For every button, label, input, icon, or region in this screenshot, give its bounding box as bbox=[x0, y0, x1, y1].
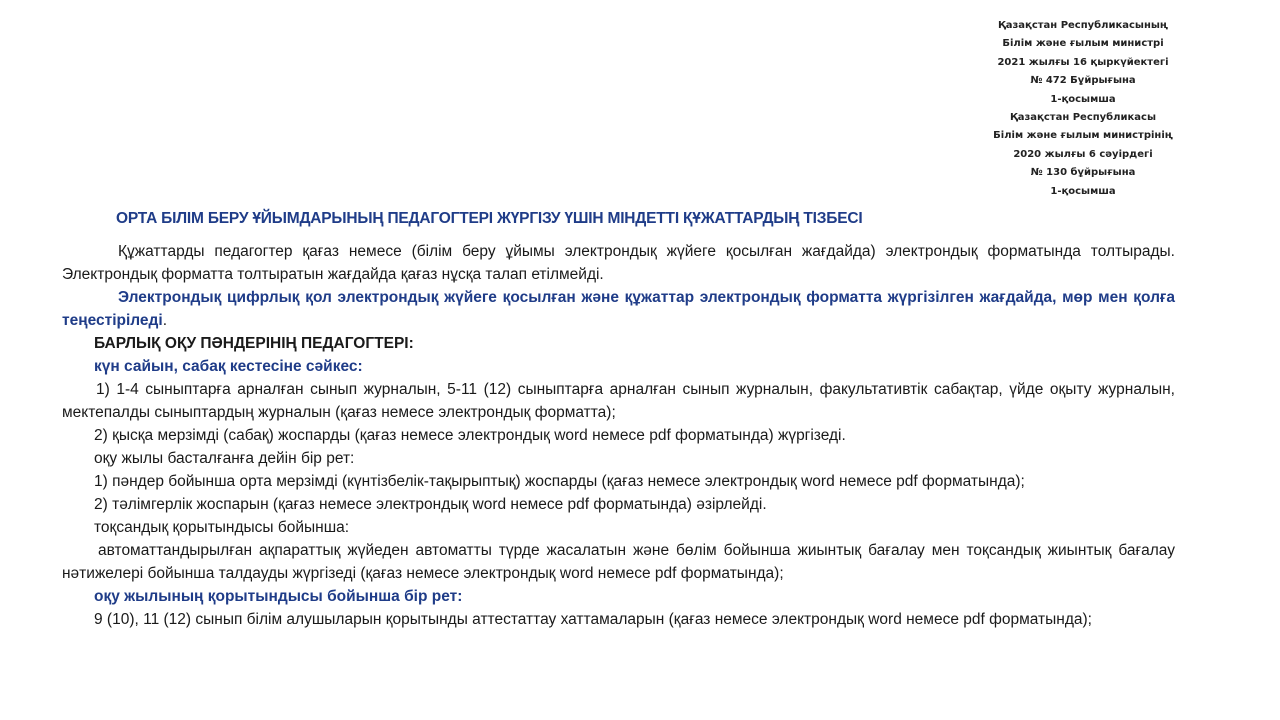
quarter-paragraph: автоматтандырылған ақпараттық жүйеден автоматты түрде жасалатын және бөлім бойынша жиынтық бағалау мен тоқсандық жиынтық бағалау нәтижелері бойынша талдауды жүргізеді (қағаз немесе электрондық word немесе pdf форматында); bbox=[62, 542, 1175, 582]
all-teachers-heading: БАРЛЫҚ ОҚУ ПӘНДЕРІНІҢ ПЕДАГОГТЕРІ: bbox=[94, 335, 414, 352]
approval-header bbox=[968, 17, 1198, 201]
intro-paragraph: Құжаттарды педагогтер қағаз немесе (білім беру ұйымы электрондық жүйеге қосылған жағдайда) электрондық форматында толтырады. Электрондық форматта толтыратын жағдайда қағаз нұсқа талап етілмейді. bbox=[62, 243, 1175, 283]
quarter-heading: тоқсандық қорытындысы бойынша: bbox=[94, 519, 350, 536]
document-title: ОРТА БІЛІМ БЕРУ ҰЙЫМДАРЫНЫҢ ПЕДАГОГТЕРІ ЖҮРГІЗУ ҮШІН МІНДЕТТІ ҚҰЖАТТАРДЫҢ ТІЗБЕСІ bbox=[116, 210, 863, 227]
approval-header-line: № 472 Бұйрығына bbox=[1030, 75, 1136, 87]
approval-header-line: Білім және ғылым министрі bbox=[1002, 38, 1164, 50]
year-end-paragraph: 9 (10), 11 (12) сынып білім алушыларын қорытынды аттестаттау хаттамаларын (қағаз немесе электрондық word немесе pdf форматында); bbox=[94, 611, 1092, 628]
approval-header-line: 1-қосымша bbox=[1050, 93, 1116, 105]
document-body bbox=[62, 240, 1175, 631]
daily-heading: күн сайын, сабақ кестесіне сәйкес: bbox=[94, 358, 363, 375]
daily-item: 2) қысқа мерзімді (сабақ) жоспарды (қағаз немесе электрондық word немесе pdf форматында) жүргізеді. bbox=[94, 427, 846, 444]
ecp-note-text: Электрондық цифрлық қол электрондық жүйеге қосылған және құжаттар электрондық форматта жүргізілген жағдайда, мөр мен қолға теңестіріледі bbox=[62, 289, 1175, 329]
ecp-note-period: . bbox=[162, 312, 168, 329]
approval-header-line: 1-қосымша bbox=[1050, 185, 1116, 197]
year-end-heading: оқу жылының қорытындысы бойынша бір рет: bbox=[94, 588, 463, 605]
approval-header-line: Білім және ғылым министрінің bbox=[993, 130, 1173, 142]
daily-item: 1) 1-4 сыныптарға арналған сынып журналын, 5-11 (12) сыныптарға арналған сынып журналын, факультативтік сабақтар, үйде оқыту журналын, мектепалды сыныптардың журналын (қағаз немесе электрондық форматта); bbox=[62, 381, 1175, 421]
before-year-heading: оқу жылы басталғанға дейін бір рет: bbox=[94, 450, 355, 467]
approval-header-line: Қазақстан Республикасы bbox=[1010, 112, 1156, 124]
approval-header-line: 2021 жылғы 16 қыркүйектегі bbox=[997, 56, 1169, 68]
approval-header-line: 2020 жылғы 6 сәуірдегі bbox=[1013, 148, 1153, 160]
ecp-note-paragraph bbox=[62, 286, 1175, 332]
approval-header-line: Қазақстан Республикасының bbox=[997, 20, 1169, 31]
before-year-item: 2) тәлімгерлік жоспарын (қағаз немесе электрондық word немесе pdf форматында) әзірлейді. bbox=[94, 496, 767, 513]
approval-header-line: № 130 бұйрығына bbox=[1030, 167, 1136, 179]
before-year-item: 1) пәндер бойынша орта мерзімді (күнтізбелік-тақырыптық) жоспарды (қағаз немесе электрондық word немесе pdf форматында); bbox=[94, 473, 1025, 490]
